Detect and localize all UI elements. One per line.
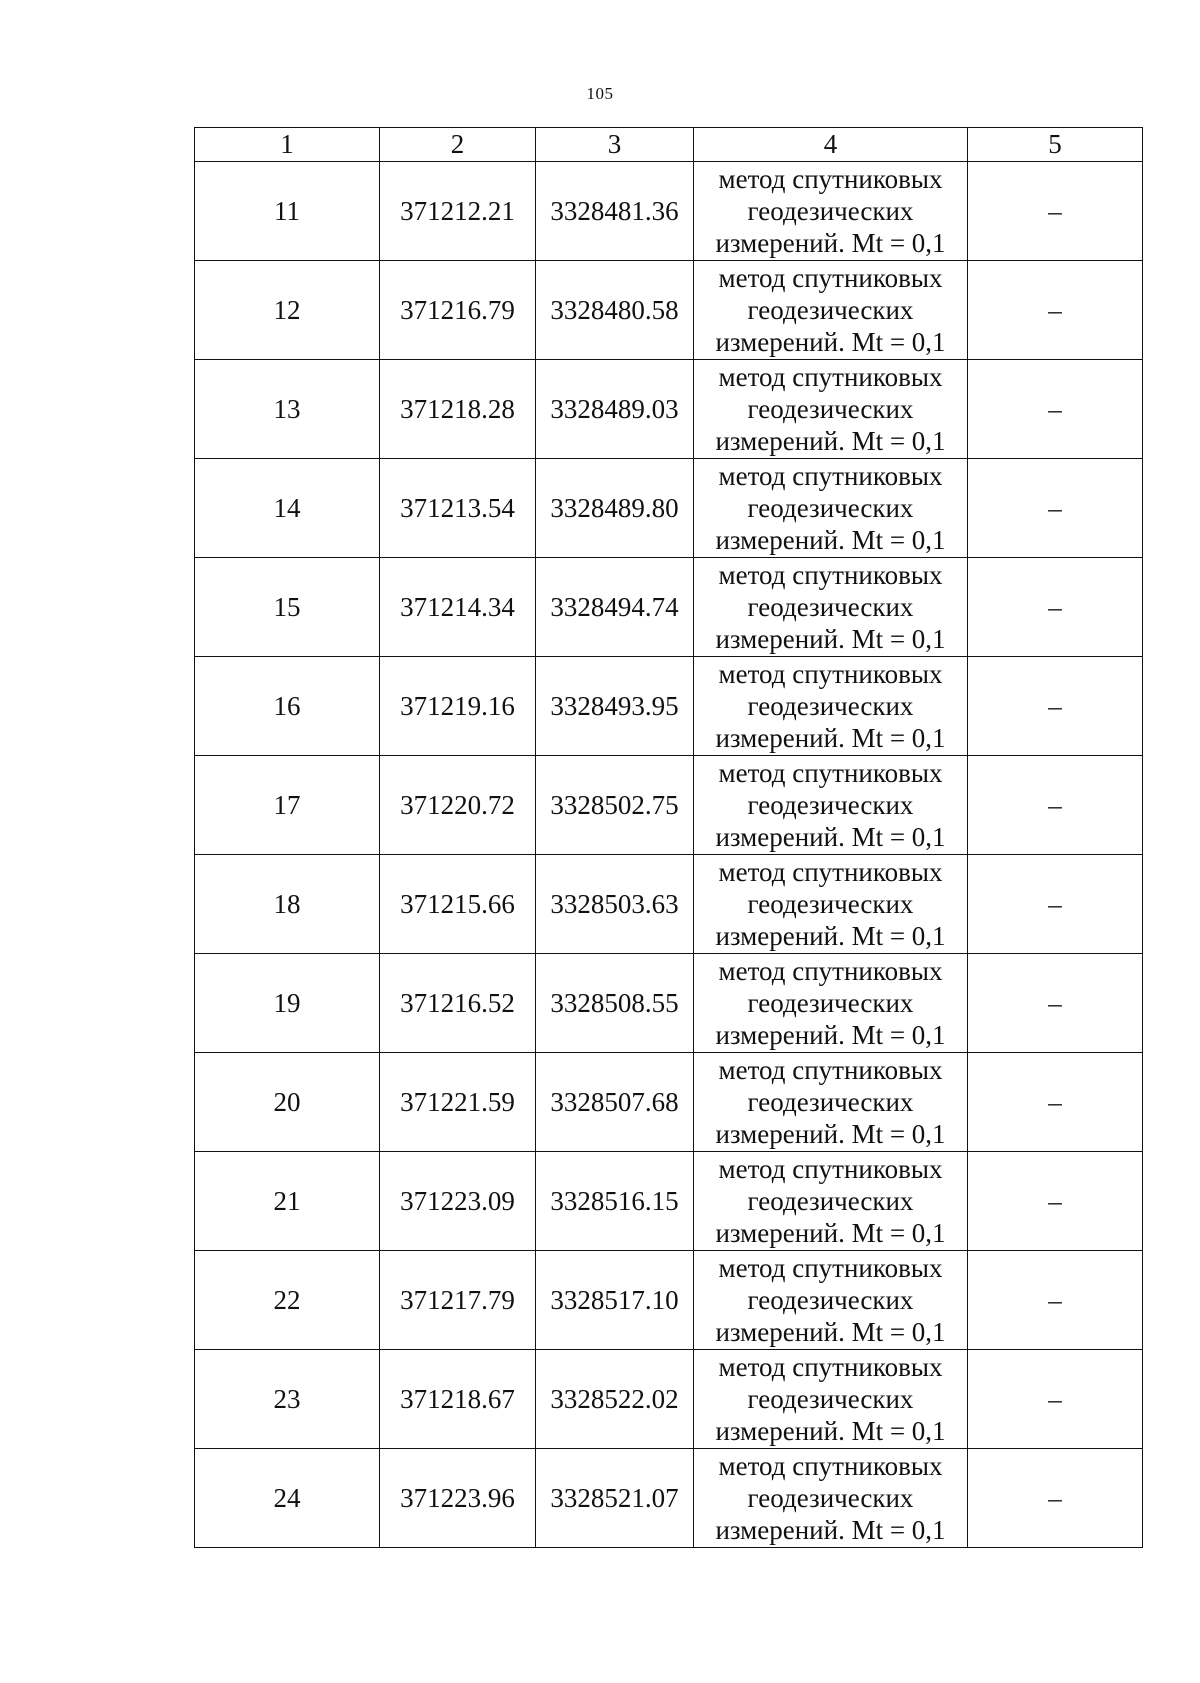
table-row	[195, 1350, 1143, 1449]
note-cell: –	[968, 360, 1143, 459]
method-cell	[694, 1350, 968, 1449]
method-line: метод спутниковых	[718, 263, 943, 293]
point-number-cell: 23	[195, 1350, 380, 1449]
x-coordinate-cell: 371220.72	[380, 756, 536, 855]
method-line: измерений. Mt = 0,1	[715, 624, 946, 654]
point-number-cell: 16	[195, 657, 380, 756]
method-line: геодезических	[747, 1483, 914, 1513]
x-coordinate-cell: 371216.79	[380, 261, 536, 360]
note-cell: –	[968, 1251, 1143, 1350]
method-cell	[694, 1251, 968, 1350]
point-number-cell: 22	[195, 1251, 380, 1350]
point-number-cell: 18	[195, 855, 380, 954]
y-coordinate-cell: 3328521.07	[536, 1449, 694, 1548]
y-coordinate-cell: 3328493.95	[536, 657, 694, 756]
point-number-cell: 21	[195, 1152, 380, 1251]
method-cell	[694, 756, 968, 855]
x-coordinate-cell: 371218.67	[380, 1350, 536, 1449]
method-line: измерений. Mt = 0,1	[715, 1317, 946, 1347]
table-row	[195, 855, 1143, 954]
y-coordinate-cell: 3328507.68	[536, 1053, 694, 1152]
method-line: метод спутниковых	[718, 362, 943, 392]
x-coordinate-cell: 371223.96	[380, 1449, 536, 1548]
column-header: 3	[536, 128, 694, 162]
method-cell	[694, 1152, 968, 1251]
table-row	[195, 459, 1143, 558]
method-line: метод спутниковых	[718, 857, 943, 887]
method-line: измерений. Mt = 0,1	[715, 1119, 946, 1149]
x-coordinate-cell: 371218.28	[380, 360, 536, 459]
point-number-cell: 24	[195, 1449, 380, 1548]
note-cell: –	[968, 756, 1143, 855]
table-body	[195, 162, 1143, 1548]
column-header: 2	[380, 128, 536, 162]
note-cell: –	[968, 558, 1143, 657]
method-line: геодезических	[747, 1087, 914, 1117]
x-coordinate-cell: 371219.16	[380, 657, 536, 756]
table-header-row	[195, 128, 1143, 162]
note-cell: –	[968, 855, 1143, 954]
method-line: метод спутниковых	[718, 1253, 943, 1283]
method-cell	[694, 954, 968, 1053]
note-cell: –	[968, 657, 1143, 756]
method-line: метод спутниковых	[718, 1451, 943, 1481]
table-row	[195, 954, 1143, 1053]
method-line: метод спутниковых	[718, 758, 943, 788]
method-cell	[694, 855, 968, 954]
method-line: метод спутниковых	[718, 659, 943, 689]
method-line: геодезических	[747, 592, 914, 622]
x-coordinate-cell: 371214.34	[380, 558, 536, 657]
method-line: геодезических	[747, 493, 914, 523]
table-row	[195, 360, 1143, 459]
y-coordinate-cell: 3328480.58	[536, 261, 694, 360]
note-cell: –	[968, 1449, 1143, 1548]
method-line: геодезических	[747, 1384, 914, 1414]
method-line: геодезических	[747, 394, 914, 424]
column-header: 4	[694, 128, 968, 162]
note-cell: –	[968, 162, 1143, 261]
x-coordinate-cell: 371217.79	[380, 1251, 536, 1350]
table-row	[195, 1053, 1143, 1152]
y-coordinate-cell: 3328508.55	[536, 954, 694, 1053]
method-line: геодезических	[747, 889, 914, 919]
point-number-cell: 20	[195, 1053, 380, 1152]
method-line: измерений. Mt = 0,1	[715, 426, 946, 456]
y-coordinate-cell: 3328517.10	[536, 1251, 694, 1350]
method-line: геодезических	[747, 988, 914, 1018]
point-number-cell: 15	[195, 558, 380, 657]
method-line: геодезических	[747, 1285, 914, 1315]
method-line: метод спутниковых	[718, 164, 943, 194]
page-number: 105	[586, 84, 614, 103]
point-number-cell: 19	[195, 954, 380, 1053]
method-line: метод спутниковых	[718, 956, 943, 986]
method-line: измерений. Mt = 0,1	[715, 1416, 946, 1446]
table-row	[195, 756, 1143, 855]
point-number-cell: 11	[195, 162, 380, 261]
method-line: метод спутниковых	[718, 1154, 943, 1184]
table-row	[195, 162, 1143, 261]
x-coordinate-cell: 371212.21	[380, 162, 536, 261]
method-cell	[694, 162, 968, 261]
point-number-cell: 17	[195, 756, 380, 855]
method-cell	[694, 360, 968, 459]
table-row	[195, 657, 1143, 756]
method-cell	[694, 459, 968, 558]
method-line: метод спутниковых	[718, 560, 943, 590]
method-line: измерений. Mt = 0,1	[715, 228, 946, 258]
method-cell	[694, 1449, 968, 1548]
method-line: измерений. Mt = 0,1	[715, 822, 946, 852]
method-line: измерений. Mt = 0,1	[715, 327, 946, 357]
method-cell	[694, 261, 968, 360]
x-coordinate-cell: 371213.54	[380, 459, 536, 558]
coordinates-table	[194, 127, 1143, 1548]
y-coordinate-cell: 3328503.63	[536, 855, 694, 954]
point-number-cell: 14	[195, 459, 380, 558]
method-line: метод спутниковых	[718, 1055, 943, 1085]
note-cell: –	[968, 1053, 1143, 1152]
x-coordinate-cell: 371221.59	[380, 1053, 536, 1152]
point-number-cell: 13	[195, 360, 380, 459]
method-line: измерений. Mt = 0,1	[715, 525, 946, 555]
y-coordinate-cell: 3328494.74	[536, 558, 694, 657]
method-line: измерений. Mt = 0,1	[715, 723, 946, 753]
method-cell	[694, 1053, 968, 1152]
method-line: метод спутниковых	[718, 461, 943, 491]
table-row	[195, 1251, 1143, 1350]
method-line: геодезических	[747, 790, 914, 820]
y-coordinate-cell: 3328489.80	[536, 459, 694, 558]
table-row	[195, 1449, 1143, 1548]
method-line: измерений. Mt = 0,1	[715, 1020, 946, 1050]
note-cell: –	[968, 1152, 1143, 1251]
note-cell: –	[968, 1350, 1143, 1449]
note-cell: –	[968, 261, 1143, 360]
table-row	[195, 1152, 1143, 1251]
y-coordinate-cell: 3328481.36	[536, 162, 694, 261]
method-line: геодезических	[747, 295, 914, 325]
table-row	[195, 261, 1143, 360]
x-coordinate-cell: 371223.09	[380, 1152, 536, 1251]
x-coordinate-cell: 371215.66	[380, 855, 536, 954]
method-line: геодезических	[747, 691, 914, 721]
point-number-cell: 12	[195, 261, 380, 360]
x-coordinate-cell: 371216.52	[380, 954, 536, 1053]
y-coordinate-cell: 3328502.75	[536, 756, 694, 855]
method-cell	[694, 558, 968, 657]
note-cell: –	[968, 459, 1143, 558]
method-cell	[694, 657, 968, 756]
y-coordinate-cell: 3328516.15	[536, 1152, 694, 1251]
method-line: измерений. Mt = 0,1	[715, 1515, 946, 1545]
method-line: геодезических	[747, 196, 914, 226]
method-line: измерений. Mt = 0,1	[715, 921, 946, 951]
y-coordinate-cell: 3328489.03	[536, 360, 694, 459]
y-coordinate-cell: 3328522.02	[536, 1350, 694, 1449]
method-line: метод спутниковых	[718, 1352, 943, 1382]
column-header: 1	[195, 128, 380, 162]
method-line: геодезических	[747, 1186, 914, 1216]
method-line: измерений. Mt = 0,1	[715, 1218, 946, 1248]
note-cell: –	[968, 954, 1143, 1053]
column-header: 5	[968, 128, 1143, 162]
table-row	[195, 558, 1143, 657]
